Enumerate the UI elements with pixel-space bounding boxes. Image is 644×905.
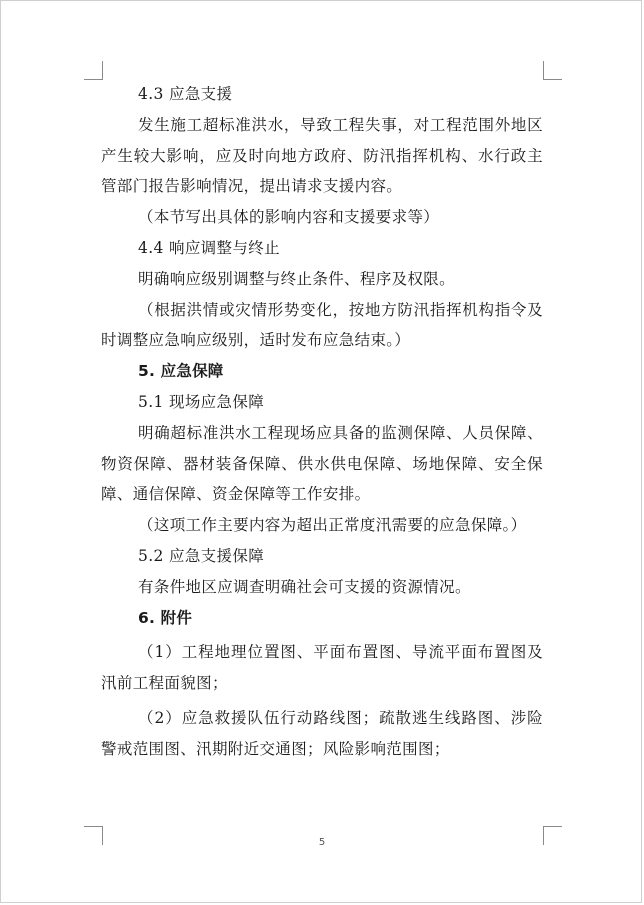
subheading-5-1: 5.1 现场应急保障 [138,392,265,411]
subheading-4-3: 4.3 应急支援 [138,85,233,103]
document-body [101,79,543,765]
note-support-requirements: （本节写出具体的影响内容和支援要求等） [138,208,440,227]
list-item-attachment-2: （2）应急救援队伍行动路线图；疏散逃生线路图、涉险警戒范围图、汛期附近交通图；风险影响范围图； [101,708,543,758]
note-site-guarantee: （这项工作主要内容为超出正常度汛需要的应急保障。） [138,516,527,535]
heading-5: 5. 应急保障 [138,362,224,381]
paragraph-response-adjustment: 明确响应级别调整与终止条件、程序及权限。 [138,269,456,288]
paragraph-support-guarantee: 有条件地区应调查明确社会可支援的资源情况。 [138,577,471,596]
paragraph-site-guarantee: 明确超标准洪水工程现场应具备的监测保障、人员保障、物资保障、器材装备保障、供水供电保障、场地保障、安全保障、通信保障、资金保障等工作安排。 [101,423,543,504]
heading-6: 6. 附件 [138,608,193,627]
paragraph-emergency-support: 发生施工超标准洪水，导致工程失事，对工程范围外地区产生较大影响，应及时向地方政府、防汛指挥机构、水行政主管部门报告影响情况，提出请求支援内容。 [101,115,543,196]
corner-mark-top-left [84,61,103,80]
subheading-4-4: 4.4 响应调整与终止 [138,238,280,257]
corner-mark-top-right [543,61,562,80]
page-number: 5 [318,837,326,848]
list-item-attachment-1: （1）工程地理位置图、平面布置图、导流平面布置图及汛前工程面貌图； [101,643,543,693]
subheading-5-2: 5.2 应急支援保障 [138,546,265,565]
note-response-adjustment: （根据洪情或灾情形势变化，按地方防汛指挥机构指令及时调整应急响应级别，适时发布应急结束。） [101,300,543,350]
